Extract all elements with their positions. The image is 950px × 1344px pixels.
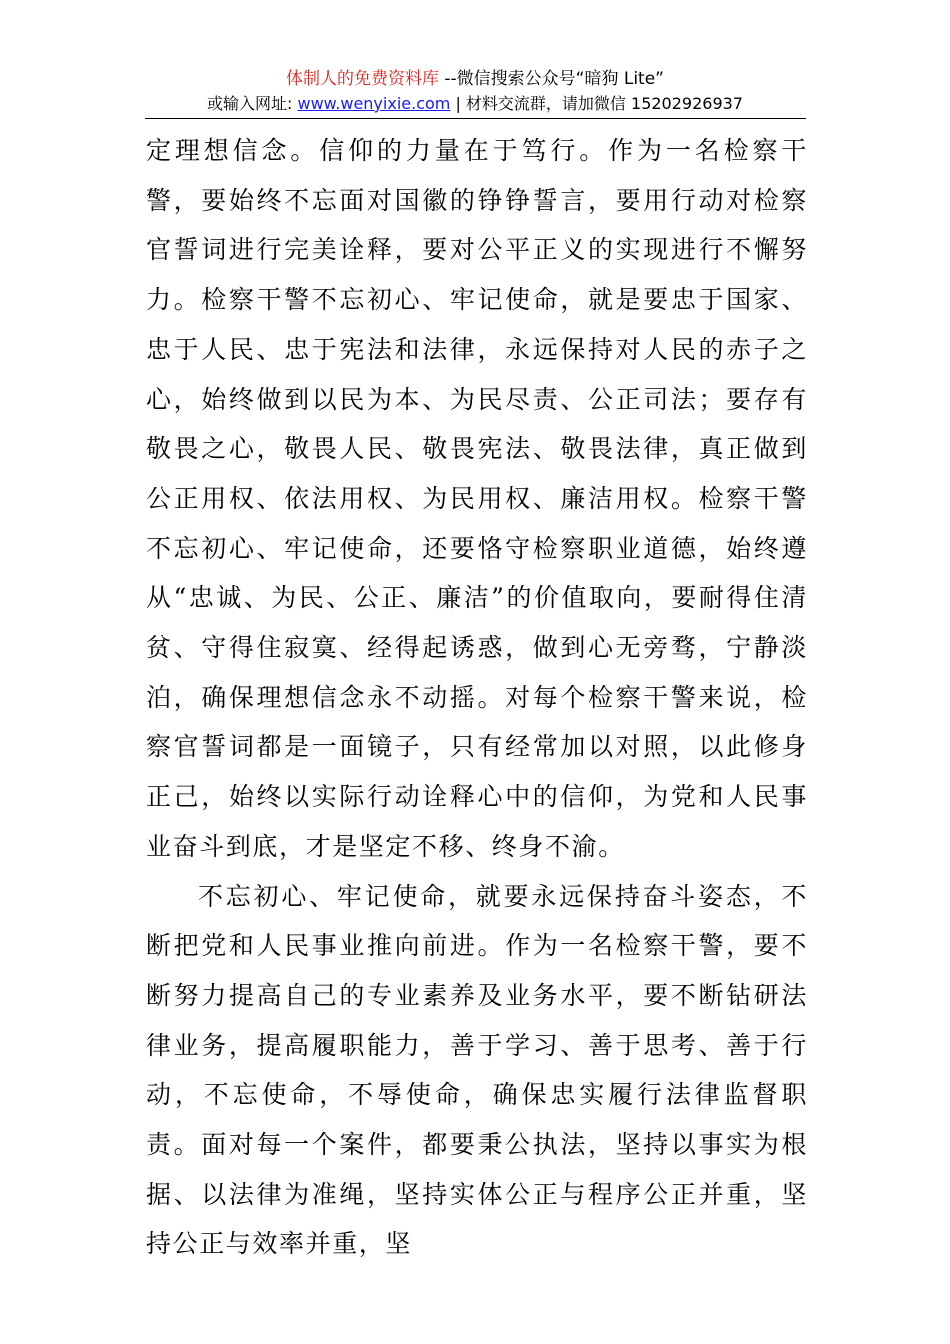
page-header	[145, 66, 805, 116]
header-title-line	[145, 66, 805, 92]
header-subtitle: --微信搜索公众号“暗狗 Lite”	[438, 69, 664, 89]
paragraph-2: 不忘初心、牢记使命，就要永远保持奋斗姿态，不断把党和人民事业推向前进。作为一名检察干警，要不断努力提高自己的专业素养及业务水平，要不断钻研法律业务，提高履职能力，善于学习、善于思考、善于行动，不忘使命，不辱使命，确保忠实履行法律监督职责。面对每一个案件，都要秉公执法，坚持以事实为根据、以法律为准绳，坚持实体公正与程序公正并重，坚持公正与效率并重，坚	[146, 881, 808, 1259]
header-divider	[145, 118, 806, 119]
website-link[interactable]: www.wenyixie.com	[297, 94, 451, 113]
paragraph-1: 定理想信念。信仰的力量在于笃行。作为一名检察干警，要始终不忘面对国徽的铮铮誓言，要用行动对检察官誓词进行完美诠释，要对公平正义的实现进行不懈努力。检察干警不忘初心、牢记使命，就是要忠于国家、忠于人民、忠于宪法和法律，永远保持对人民的赤子之心，始终做到以民为本、为民尽责、公正司法；要存有敬畏之心，敬畏人民、敬畏宪法、敬畏法律，真正做到公正用权、依法用权、为民用权、廉洁用权。检察干警不忘初心、牢记使命，还要恪守检察职业道德，始终遵从“忠诚、为民、公正、廉洁”的价值取向，要耐得住清贫、守得住寂寞、经得起诱惑，做到心无旁骛，宁静淡泊，确保理想信念永不动摇。对每个检察干警来说，检察官誓词都是一面镜子，只有经常加以对照，以此修身正己，始终以实际行动诠释心中的信仰，为党和人民事业奋斗到底，才是坚定不移、终身不渝。	[146, 136, 808, 861]
url-prefix: 或输入网址:	[207, 94, 298, 113]
contact-info: | 材料交流群，请加微信 15202926937	[450, 94, 743, 113]
header-contact-line	[145, 92, 805, 116]
brand-title: 体制人的免费资料库	[285, 69, 439, 89]
document-body	[146, 126, 808, 1269]
